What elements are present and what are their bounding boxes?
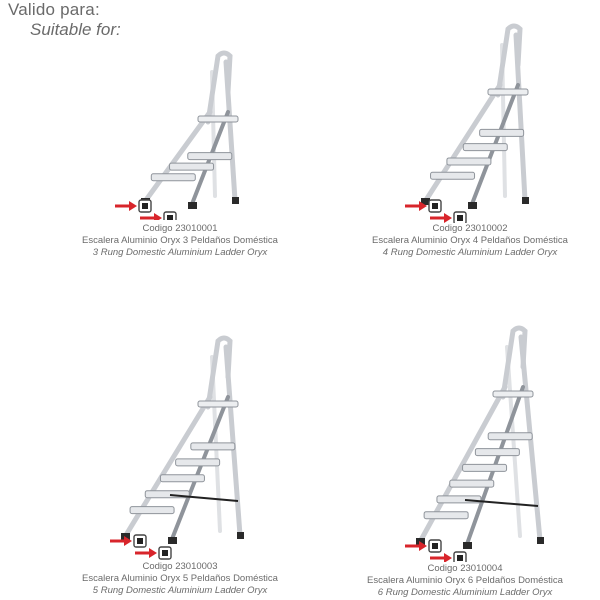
red-arrow-icon <box>430 213 452 223</box>
red-arrow-icon <box>135 548 157 558</box>
product-name-es: Escalera Aluminio Oryx 3 Peldaños Doméstica <box>82 235 278 246</box>
product-name-es: Escalera Aluminio Oryx 4 Peldaños Doméstica <box>372 235 568 246</box>
red-arrow-icon <box>430 553 452 562</box>
step <box>191 443 235 450</box>
ladder-drawing <box>421 26 529 209</box>
foot <box>522 197 529 204</box>
step <box>450 480 494 487</box>
foot-cap-icon <box>454 212 466 223</box>
step <box>176 459 220 466</box>
product-code: Codigo 23010002 <box>432 223 508 234</box>
product-card-6-rung <box>330 315 600 600</box>
top-platform <box>488 89 528 95</box>
product-name-en: 4 Rung Domestic Aluminium Ladder Oryx <box>382 247 558 258</box>
step <box>463 144 507 151</box>
ladder-5-rung-image <box>30 325 330 563</box>
product-code: Codigo 23010004 <box>427 563 503 574</box>
step <box>424 512 468 519</box>
step <box>130 507 174 514</box>
foot <box>188 202 197 209</box>
product-card-4-rung <box>320 10 600 270</box>
product-name-en: 3 Rung Domestic Aluminium Ladder Oryx <box>92 247 268 258</box>
product-name-es: Escalera Aluminio Oryx 5 Peldaños Doméstica <box>82 573 278 584</box>
step <box>160 475 204 482</box>
product-card-3-rung <box>30 40 330 280</box>
ladder-3-rung-image <box>30 40 330 220</box>
step <box>488 433 532 440</box>
red-arrow-icon <box>115 201 137 211</box>
step <box>475 449 519 456</box>
step <box>170 163 214 170</box>
front-stile <box>426 85 500 200</box>
product-name-en: 5 Rung Domestic Aluminium Ladder Oryx <box>92 585 268 596</box>
foot <box>168 537 177 544</box>
foot-cap-icon <box>159 547 171 559</box>
ladder-drawing <box>121 338 244 544</box>
step <box>431 172 475 179</box>
foot-cap-icon <box>429 200 441 212</box>
rear-leg <box>507 347 520 536</box>
product-name-en: 6 Rung Domestic Aluminium Ladder Oryx <box>377 587 553 598</box>
foot-cap-icon <box>139 200 151 212</box>
product-caption <box>320 223 600 259</box>
foot <box>537 537 544 544</box>
step <box>480 129 524 136</box>
foot <box>463 542 472 549</box>
top-platform <box>493 391 533 397</box>
ladder-drawing <box>416 328 544 549</box>
product-name-es: Escalera Aluminio Oryx 6 Peldaños Doméstica <box>367 575 563 586</box>
product-card-5-rung <box>30 325 330 600</box>
foot-cap-icon <box>164 212 176 220</box>
product-caption <box>330 563 600 599</box>
ladder-drawing <box>141 53 239 209</box>
product-caption <box>30 561 330 597</box>
step <box>151 174 195 181</box>
foot <box>232 197 239 204</box>
product-caption <box>30 223 330 259</box>
product-code: Codigo 23010001 <box>142 223 218 234</box>
foot-cap-icon <box>429 540 441 552</box>
step <box>437 496 481 503</box>
top-platform <box>198 401 238 407</box>
ladder-4-rung-image <box>320 10 600 223</box>
product-code: Codigo 23010003 <box>142 561 218 572</box>
red-arrow-icon <box>140 213 162 220</box>
step <box>463 464 507 471</box>
step <box>188 153 232 160</box>
top-platform <box>198 116 238 122</box>
header-title-en: Suitable for: <box>30 20 121 39</box>
foot-cap-icon <box>454 552 466 562</box>
foot-cap-icon <box>134 535 146 547</box>
header-title-es: Valido para: <box>8 0 100 19</box>
foot <box>468 202 477 209</box>
ladder-6-rung-image <box>330 315 600 562</box>
step <box>447 158 491 165</box>
foot <box>237 532 244 539</box>
